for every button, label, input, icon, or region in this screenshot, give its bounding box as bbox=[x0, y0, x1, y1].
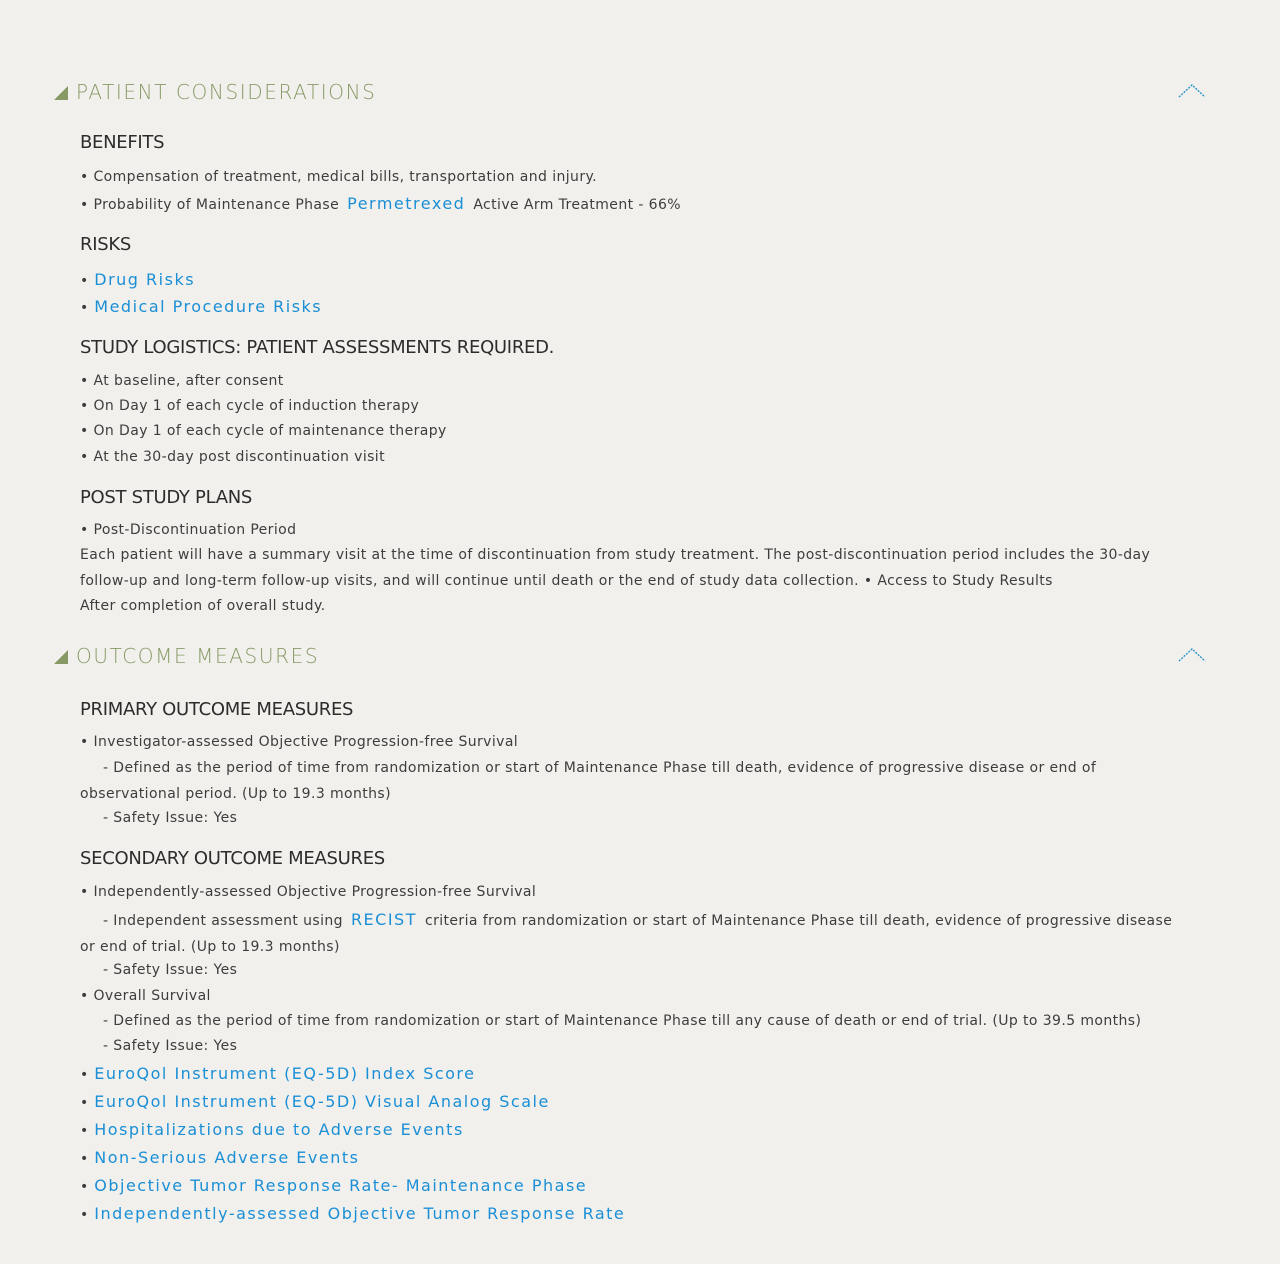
outcome-link-item bbox=[80, 1204, 625, 1223]
section-triangle-icon bbox=[54, 650, 68, 664]
collapse-chevron-icon[interactable] bbox=[1178, 82, 1206, 98]
post-study-heading: POST STUDY PLANS bbox=[80, 487, 253, 508]
bullet: • bbox=[80, 1067, 89, 1083]
section-title: PATIENT CONSIDERATIONS bbox=[76, 80, 377, 104]
logistics-item: • On Day 1 of each cycle of induction therapy bbox=[80, 398, 420, 414]
section-title: OUTCOME MEASURES bbox=[76, 644, 320, 668]
collapse-chevron-icon[interactable] bbox=[1178, 646, 1206, 662]
outcome-link-item bbox=[80, 1176, 587, 1195]
logistics-item: • On Day 1 of each cycle of maintenance therapy bbox=[80, 423, 447, 439]
primary-outcome-heading: PRIMARY OUTCOME MEASURES bbox=[80, 699, 354, 720]
definition-text: criteria from randomization or start of Maintenance Phase till death, evidence of progressive disease or end of trial. (Up to 19.3 months) bbox=[80, 913, 1173, 955]
outcome-measures-header[interactable] bbox=[54, 644, 1206, 674]
hospitalizations-link[interactable]: Hospitalizations due to Adverse Events bbox=[94, 1120, 464, 1139]
logistics-item: • At baseline, after consent bbox=[80, 373, 284, 389]
objective-tumor-response-maintenance-link[interactable]: Objective Tumor Response Rate- Maintenance Phase bbox=[94, 1176, 588, 1195]
benefits-heading: BENEFITS bbox=[80, 132, 165, 153]
section-triangle-icon bbox=[54, 86, 68, 100]
secondary-outcome-safety: - Safety Issue: Yes bbox=[103, 1038, 238, 1054]
benefit-text: Active Arm Treatment - 66% bbox=[473, 197, 681, 213]
outcome-link-item bbox=[80, 1092, 550, 1111]
benefit-text: • Probability of Maintenance Phase bbox=[80, 197, 340, 213]
eq5d-visual-analog-scale-link[interactable]: EuroQol Instrument (EQ-5D) Visual Analog Scale bbox=[94, 1092, 550, 1111]
secondary-outcome-definition: - Defined as the period of time from randomization or start of Maintenance Phase till any cause of death or end of trial. (Up to 39.5 months) bbox=[103, 1013, 1142, 1029]
permetrexed-link[interactable]: Permetrexed bbox=[347, 194, 466, 213]
bullet: • bbox=[80, 1151, 89, 1167]
medical-procedure-risks-link[interactable]: Medical Procedure Risks bbox=[94, 297, 323, 316]
bullet: • bbox=[80, 1123, 89, 1139]
secondary-outcome-heading: SECONDARY OUTCOME MEASURES bbox=[80, 848, 385, 869]
bullet: • bbox=[80, 1179, 89, 1195]
patient-considerations-header[interactable] bbox=[54, 80, 1206, 110]
eq5d-index-score-link[interactable]: EuroQol Instrument (EQ-5D) Index Score bbox=[94, 1064, 476, 1083]
non-serious-adverse-events-link[interactable]: Non-Serious Adverse Events bbox=[94, 1148, 360, 1167]
logistics-item: • At the 30-day post discontinuation visit bbox=[80, 449, 385, 465]
primary-outcome-definition: - Defined as the period of time from randomization or start of Maintenance Phase till death, evidence of progressive disease or end of observational period. (Up to 19.3 months) bbox=[80, 760, 1097, 802]
post-study-last: After completion of overall study. bbox=[80, 598, 326, 614]
risk-item bbox=[80, 270, 195, 289]
risks-heading: RISKS bbox=[80, 234, 131, 255]
secondary-outcome-safety: - Safety Issue: Yes bbox=[103, 962, 238, 978]
bullet: • bbox=[80, 1207, 89, 1223]
recist-link[interactable]: RECIST bbox=[350, 910, 417, 929]
post-study-item: • Post-Discontinuation Period bbox=[80, 522, 297, 538]
primary-outcome-safety: - Safety Issue: Yes bbox=[103, 810, 238, 826]
bullet: • bbox=[80, 273, 89, 289]
post-study-paragraph: Each patient will have a summary visit at the time of discontinuation from study treatment. The post-discontinuation period includes the 30-day follow-up and long-term follow-up visits, and will continue until death or the end of study data collection. • Access to Study Results bbox=[80, 547, 1151, 589]
definition-text: - Independent assessment using bbox=[103, 913, 343, 929]
benefit-item: • Compensation of treatment, medical bills, transportation and injury. bbox=[80, 169, 598, 185]
outcome-link-item bbox=[80, 1120, 464, 1139]
secondary-outcome-definition bbox=[80, 907, 1190, 960]
bullet: • bbox=[80, 300, 89, 316]
risk-item bbox=[80, 297, 322, 316]
outcome-link-item bbox=[80, 1148, 359, 1167]
outcome-link-item bbox=[80, 1064, 476, 1083]
independent-tumor-response-rate-link[interactable]: Independently-assessed Objective Tumor Response Rate bbox=[94, 1204, 626, 1223]
primary-outcome-item: • Investigator-assessed Objective Progression-free Survival bbox=[80, 734, 519, 750]
secondary-outcome-item: • Overall Survival bbox=[80, 988, 211, 1004]
bullet: • bbox=[80, 1095, 89, 1111]
secondary-outcome-item: • Independently-assessed Objective Progression-free Survival bbox=[80, 884, 537, 900]
benefit-item bbox=[80, 194, 681, 213]
study-logistics-heading: STUDY LOGISTICS: PATIENT ASSESSMENTS REQUIRED. bbox=[80, 337, 555, 358]
drug-risks-link[interactable]: Drug Risks bbox=[94, 270, 196, 289]
